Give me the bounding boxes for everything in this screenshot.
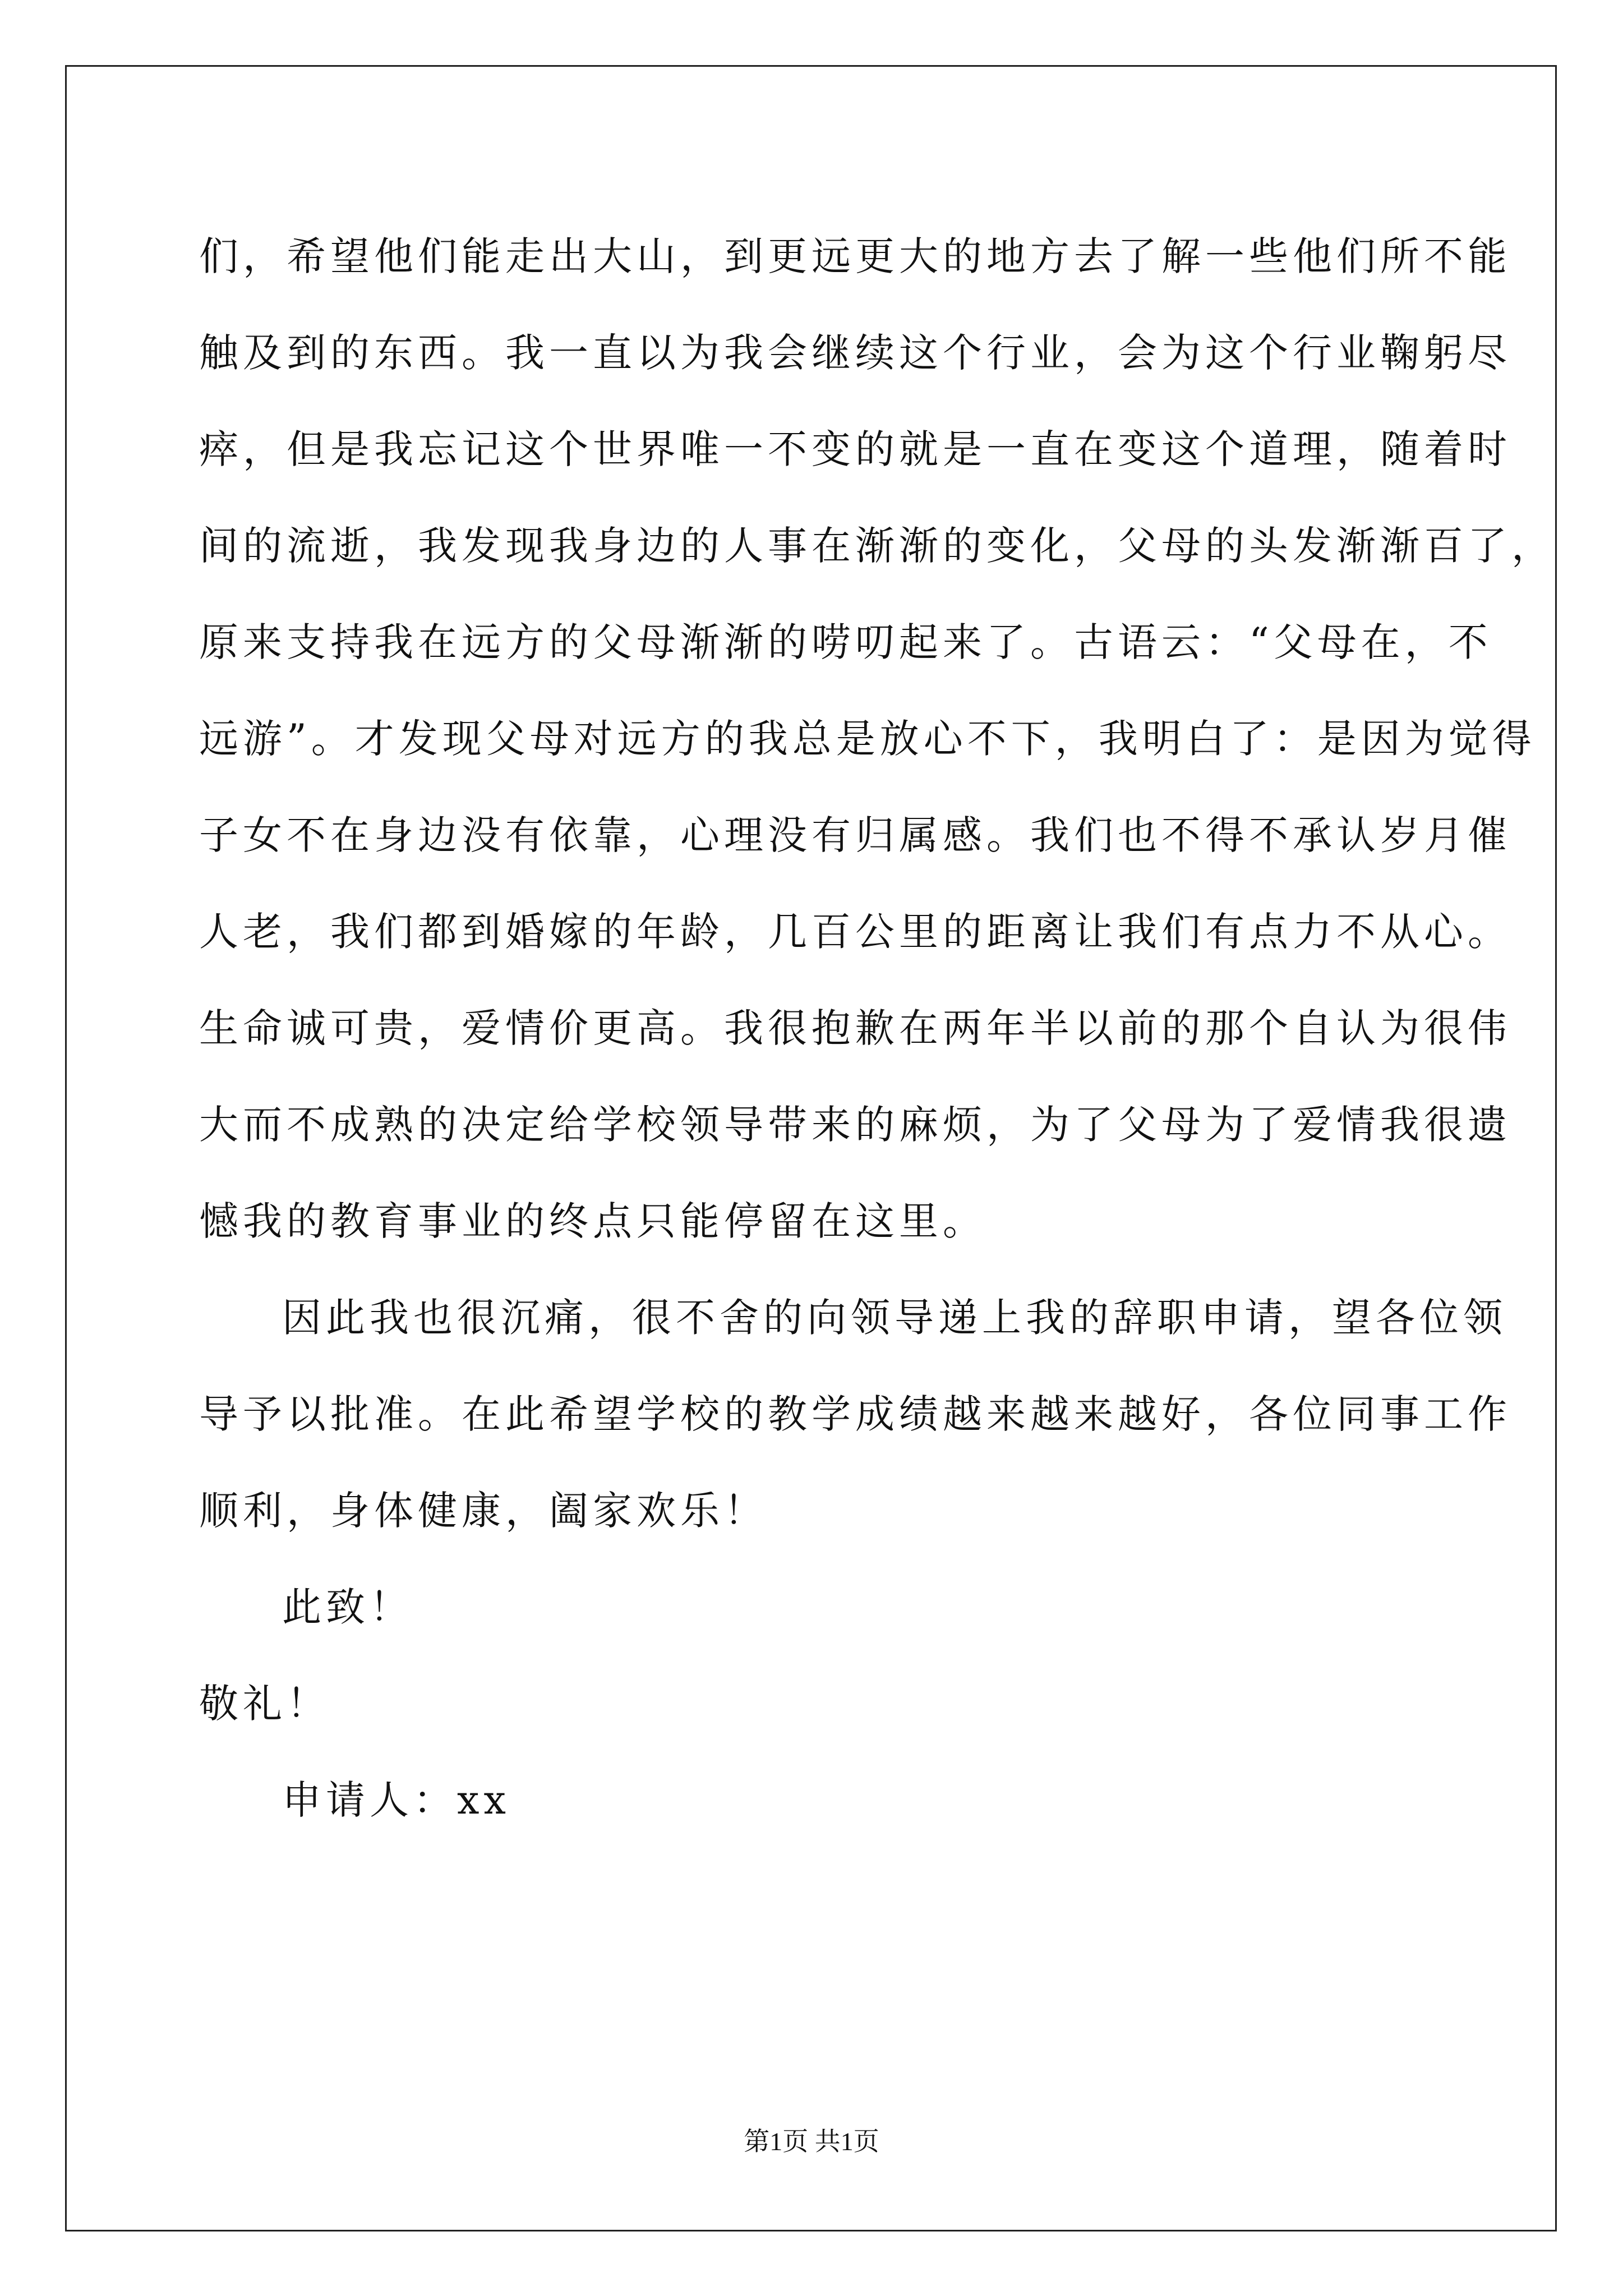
body-line: 触及到的东西。我一直以为我会继续这个行业，会为这个行业鞠躬尽 xyxy=(199,330,1511,376)
body-line: 原来支持我在远方的父母渐渐的唠叨起来了。古语云：“父母在，不 xyxy=(199,619,1492,665)
body-line: 人老，我们都到婚嫁的年龄，几百公里的距离让我们有点力不从心。 xyxy=(199,909,1511,955)
body-line: 们，希望他们能走出大山，到更远更大的地方去了解一些他们所不能 xyxy=(199,233,1511,279)
body-line: 憾我的教育事业的终点只能停留在这里。 xyxy=(199,1198,986,1244)
body-line: 大而不成熟的决定给学校领导带来的麻烦，为了父母为了爱情我很遗 xyxy=(199,1102,1511,1148)
body-line: 导予以批准。在此希望学校的教学成绩越来越来越好，各位同事工作 xyxy=(199,1391,1511,1437)
body-line: 因此我也很沉痛，很不舍的向领导递上我的辞职申请，望各位领 xyxy=(282,1295,1507,1341)
body-line: 远游”。才发现父母对远方的我总是放心不下，我明白了：是因为觉得 xyxy=(199,716,1536,762)
page-number: 第1页 共1页 xyxy=(744,2127,879,2156)
body-line: 间的流逝，我发现我身边的人事在渐渐的变化，父母的头发渐渐百了， xyxy=(199,523,1555,569)
body-line: 瘁，但是我忘记这个世界唯一不变的就是一直在变这个道理，随着时 xyxy=(199,426,1511,472)
closing-regards: 敬礼！ xyxy=(199,1681,330,1727)
closing-salutation: 此致！ xyxy=(282,1584,413,1630)
body-line: 顺利，身体健康，阖家欢乐！ xyxy=(199,1488,768,1534)
body-line: 子女不在身边没有依靠，心理没有归属感。我们也不得不承认岁月催 xyxy=(199,812,1511,858)
body-line: 生命诚可贵，爱情价更高。我很抱歉在两年半以前的那个自认为很伟 xyxy=(199,1005,1511,1051)
applicant-signature: 申请人：xx xyxy=(282,1777,510,1823)
